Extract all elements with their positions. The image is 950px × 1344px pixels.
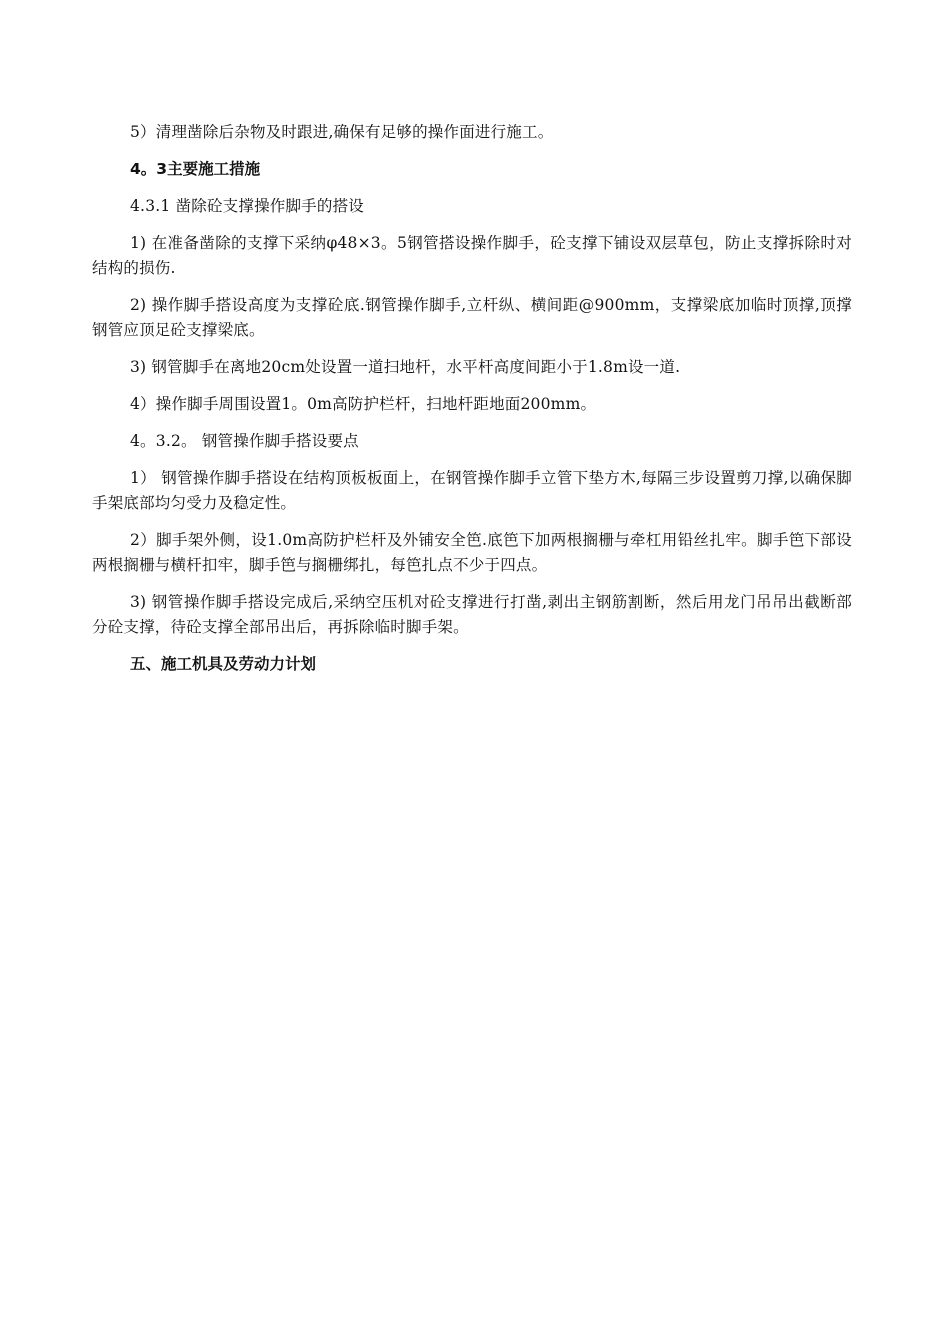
subheading-scaffold-points: 4。3.2。 钢管操作脚手搭设要点 xyxy=(130,432,359,450)
heading-main-measures: 4。3主要施工措施 xyxy=(130,160,261,178)
heading-section-five: 五、施工机具及劳动力计划 xyxy=(130,655,317,673)
paragraph-item-1: 1) 在准备凿除的支撑下采纳φ48×3。5钢管搭设操作脚手，砼支撑下铺设双层草包，防止支撑拆除时对结构的损伤. xyxy=(92,234,852,277)
paragraph-point-2: 2）脚手架外侧，设1.0m高防护栏杆及外铺安全笆.底笆下加两根搁栅与牵杠用铅丝扎牢。脚手笆下部设两根搁栅与横杆扣牢，脚手笆与搁栅绑扎，每笆扎点不少于四点。 xyxy=(92,531,852,574)
paragraph-point-1: 1） 钢管操作脚手搭设在结构顶板板面上，在钢管操作脚手立管下垫方木,每隔三步设置剪刀撑,以确保脚手架底部均匀受力及稳定性。 xyxy=(92,469,852,512)
paragraph-point-3: 3) 钢管操作脚手搭设完成后,采纳空压机对砼支撑进行打凿,剥出主钢筋割断，然后用龙门吊吊出截断部分砼支撑，待砼支撑全部吊出后，再拆除临时脚手架。 xyxy=(92,593,852,636)
paragraph-cleanup: 5）清理凿除后杂物及时跟进,确保有足够的操作面进行施工。 xyxy=(130,123,554,141)
document-page xyxy=(92,120,852,689)
subheading-scaffold-setup: 4.3.1 凿除砼支撑操作脚手的搭设 xyxy=(130,197,364,215)
paragraph-item-2: 2) 操作脚手搭设高度为支撑砼底.钢管操作脚手,立杆纵、横间距@900mm，支撑梁底加临时顶撑,顶撑钢管应顶足砼支撑梁底。 xyxy=(92,296,852,339)
paragraph-item-3: 3) 钢管脚手在离地20cm处设置一道扫地杆，水平杆高度间距小于1.8m设一道. xyxy=(130,358,681,376)
paragraph-item-4: 4）操作脚手周围设置1。0m高防护栏杆，扫地杆距地面200mm。 xyxy=(130,395,597,413)
